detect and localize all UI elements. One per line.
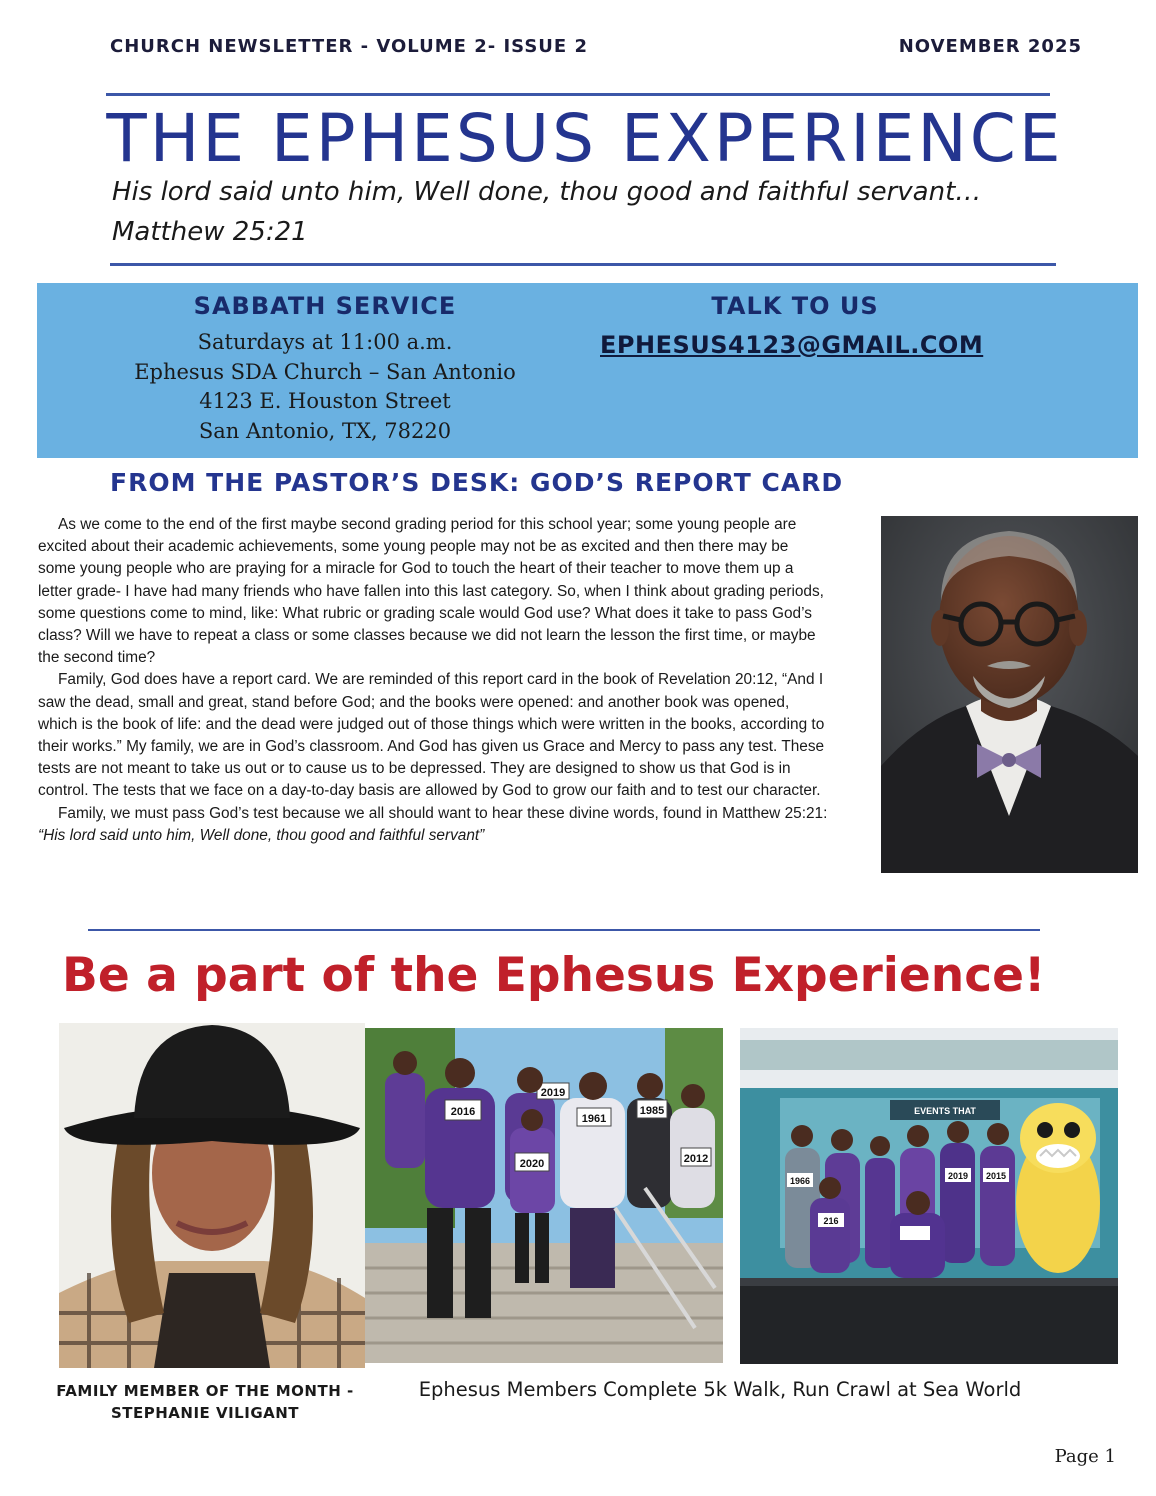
bib-2020: 2020 (519, 1158, 545, 1170)
city-state-zip: San Antonio, TX, 78220 (198, 418, 452, 443)
sabbath-service-heading: SABBATH SERVICE (193, 292, 457, 320)
contact-email-link[interactable]: EPHESUS4123@GMAIL.COM (600, 331, 984, 359)
bib-2019b: 2019 (947, 1171, 969, 1181)
bib-2016: 2016 (450, 1106, 476, 1118)
5k-walk-group-photo (365, 1028, 723, 1363)
bib-1966: 1966 (789, 1176, 811, 1186)
seaworld-group-image (740, 1028, 1118, 1364)
pastor-paragraph-2: Family, God does have a report card. We are reminded of this report card in the book of Revelation 20:12, “And I saw the dead, small and great, stand before God; and the books were opened: and another book was opened, which is the book of life: and the dead were judged out of those things which were written in the books, according to their works.” My family, we are in God’s classroom. And God has given us Grace and Mercy to pass any test. These tests are not meant to take us out or to cause us to be depressed. They are designed to show us that God is in control. The tests that we face on a day-to-day basis are allowed by God to grow our faith and to test our character. (38, 671, 825, 800)
talk-to-us-heading: TALK TO US (711, 292, 879, 320)
seaworld-group-photo (740, 1028, 1118, 1364)
family-member-caption-name: STEPHANIE VILIGANT (110, 1404, 300, 1422)
divider-middle (88, 929, 1040, 931)
masthead-title: THE EPHESUS EXPERIENCE (106, 100, 1064, 177)
pastor-paragraph-3-text: Family, we must pass God’s test because we all should want to hear these divine words, found in Matthew 25:21: (58, 804, 828, 822)
pastor-paragraph-3 (38, 803, 828, 847)
divider-top (106, 93, 1050, 96)
pastor-closing-quote: “His lord said unto him, Well done, thou good and faithful servant” (38, 826, 485, 844)
page-number: Page 1 (1054, 1446, 1116, 1467)
bib-2012: 2012 (683, 1153, 709, 1165)
pastor-portrait-photo (881, 516, 1138, 873)
newsletter-issue-label: CHURCH NEWSLETTER - VOLUME 2- ISSUE 2 (110, 36, 588, 57)
sabbath-service-details (120, 328, 530, 446)
5k-walk-group-image (365, 1028, 723, 1363)
bib-2015: 2015 (985, 1171, 1007, 1181)
family-member-image (59, 1023, 365, 1368)
pastor-article (38, 514, 828, 847)
masthead-quote-reference: Matthew 25:21 (112, 217, 308, 247)
pastor-paragraph-1: As we come to the end of the first maybe second grading period for this school year; some young people are excited about their academic achievements, some young people may not be as excited and then there may be some young people who are praying for a miracle for God to touch the heart of their teacher to move them up a letter grade- I have had many friends who have fallen into this last category. So, when I think about grading periods, some questions come to mind, like: What rubric or grading scale would God use? What does it take to pass God’s class? Will we have to repeat a class or some classes because we did not learn the lesson the first time, or maybe the second time? (38, 516, 824, 667)
call-to-action-heading: Be a part of the Ephesus Experience! (62, 948, 1046, 1003)
divider-under-quote (110, 263, 1056, 266)
bib-216: 216 (823, 1216, 839, 1226)
sign-events-that: EVENTS THAT (914, 1106, 976, 1116)
5k-walk-caption: Ephesus Members Complete 5k Walk, Run Crawl at Sea World (418, 1378, 1022, 1401)
church-name: Ephesus SDA Church – San Antonio (134, 359, 516, 384)
service-time: Saturdays at 11:00 a.m. (197, 330, 453, 354)
bib-1961: 1961 (581, 1113, 607, 1125)
pastor-portrait-image (881, 516, 1138, 873)
bib-2019: 2019 (540, 1087, 566, 1099)
family-member-caption (40, 1380, 370, 1424)
masthead-quote (112, 172, 1072, 252)
street-address: 4123 E. Houston Street (199, 389, 451, 413)
family-member-photo (59, 1023, 365, 1368)
bib-1985: 1985 (639, 1105, 665, 1117)
pastor-section-heading: FROM THE PASTOR’S DESK: GOD’S REPORT CARD (110, 468, 844, 497)
issue-date: NOVEMBER 2025 (898, 36, 1082, 57)
masthead-quote-text: His lord said unto him, Well done, thou good and faithful servant… (112, 177, 982, 207)
family-member-caption-title: FAMILY MEMBER OF THE MONTH - (56, 1382, 354, 1400)
